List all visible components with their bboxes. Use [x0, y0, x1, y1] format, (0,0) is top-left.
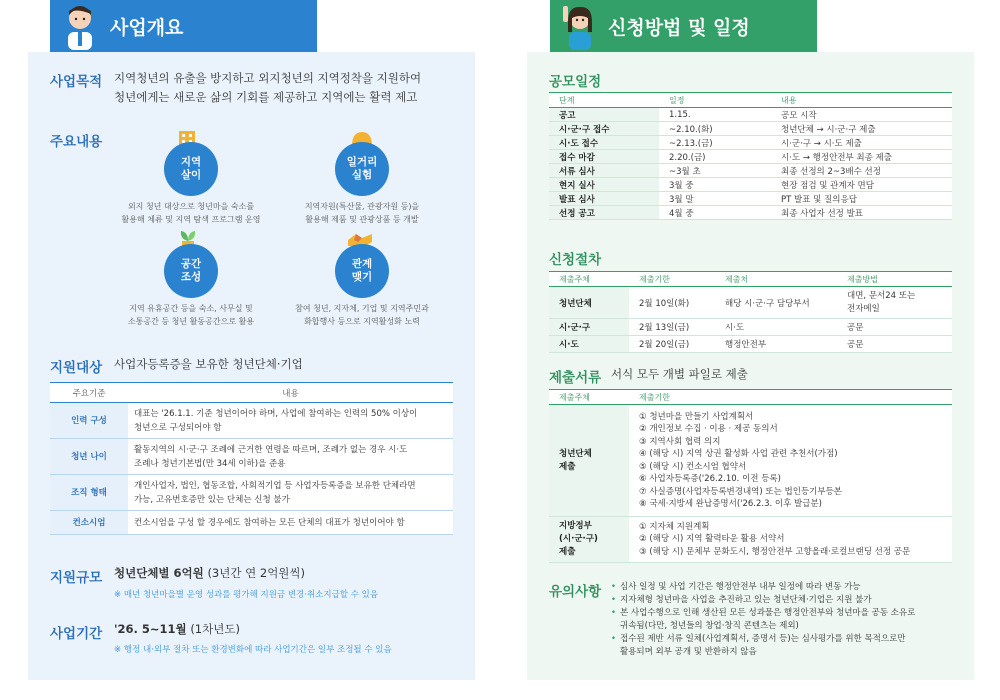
key-line: 지방정부: [559, 521, 592, 531]
table-cell: ~3월 초: [659, 164, 771, 178]
woman-avatar-icon: [560, 2, 600, 50]
list-item: ② 개인정보 수집 · 이용 · 제공 동의서: [639, 424, 778, 434]
right-header-tab: [550, 0, 817, 52]
key-line: (시·군·구): [559, 534, 598, 544]
table-key: 청년 나이: [50, 439, 128, 475]
notes-list: [611, 581, 961, 659]
cell-line: 가능, 고유번호증만 있는 단체는 신청 불가: [134, 494, 290, 505]
list-item: ⑥ 사업자등록증('26.2.10. 이전 등록): [639, 474, 781, 484]
period-title: 사업기간: [50, 626, 103, 642]
table-key: 선정 공고: [549, 206, 659, 220]
table-row: [549, 192, 952, 206]
list-item-continued: [611, 646, 961, 659]
item-circle-relation: [335, 244, 389, 298]
docs-table: [549, 389, 952, 563]
table-key: 현지 실사: [549, 178, 659, 192]
item-label: 관계: [351, 258, 373, 270]
table-key: 서류 심사: [549, 164, 659, 178]
list-item: ⑧ 국세·지방세 완납증명서('26.2.3. 이후 발급분): [639, 499, 823, 509]
table-cell: [629, 517, 952, 563]
item-desc-work: [267, 200, 457, 226]
table-header: 내용: [128, 383, 453, 403]
table-row: [50, 475, 453, 511]
item-label: 공간: [180, 258, 202, 270]
key-line: 제출: [559, 461, 576, 472]
table-row: [549, 150, 952, 164]
table-cell: 2월 10일(화): [629, 287, 715, 319]
main-title: 주요내용: [50, 134, 103, 150]
table-cell: 3월 중: [659, 178, 771, 192]
list-item: ① 지자체 지원계획: [639, 521, 710, 532]
table-row: [549, 319, 952, 336]
table-key: 컨소시엄: [50, 511, 128, 535]
table-header-row: [549, 390, 952, 405]
scale-title: 지원규모: [50, 570, 103, 586]
doc-list-group2: [639, 521, 942, 559]
table-header: 제출기한: [629, 272, 715, 287]
table-cell: ~2.13.(금): [659, 136, 771, 150]
table-cell: 현장 점검 및 관계자 면담: [771, 178, 952, 192]
item-circle-work: [335, 142, 389, 196]
table-cell: 공모 시작: [771, 108, 952, 122]
item-label: 맺기: [351, 271, 373, 283]
left-header-title: 사업개요: [110, 16, 184, 39]
continued-text: 활용되며 외부 공개 및 반환하지 않음: [620, 647, 757, 657]
table-key: 시·도 접수: [549, 136, 659, 150]
item-desc-line: 지역 유휴공간 등을 숙소, 사무실 및: [129, 304, 253, 313]
item-circle-space: [164, 244, 218, 298]
schedule-table: [549, 92, 952, 220]
period-desc: [114, 620, 240, 639]
list-item: ③ 지역사회 협력 의지: [639, 436, 721, 447]
cell-line: 대면, 문서24 또는: [847, 290, 916, 301]
item-label: 실험: [351, 169, 373, 181]
table-header: 단계: [549, 93, 659, 108]
list-item: ⑦ 사실증명(사업자등록변경내역) 또는 법인등기부등본: [639, 486, 843, 497]
table-cell: ~2.10.(화): [659, 122, 771, 136]
table-header: 제출방법: [837, 272, 952, 287]
table-cell: 시·도: [715, 319, 837, 336]
table-cell: 시·군·구 → 시·도 제출: [771, 136, 952, 150]
purpose-title: 사업목적: [50, 74, 103, 90]
table-cell: 4월 중: [659, 206, 771, 220]
item-label: 일거리: [346, 156, 378, 168]
table-row: [549, 287, 952, 319]
table-row: [549, 178, 952, 192]
target-title: 지원대상: [50, 360, 103, 376]
item-desc-living: [96, 200, 286, 226]
left-panel: [28, 52, 475, 680]
item-desc-space: [96, 302, 286, 328]
table-row: [549, 164, 952, 178]
table-key: 발표 심사: [549, 192, 659, 206]
table-key: 조직 형태: [50, 475, 128, 511]
list-item: ② (해당 시) 지역 활력타운 활용 서약서: [639, 534, 785, 545]
item-desc-line: 활용해 체류 및 지역 탐색 프로그램 운영: [121, 215, 261, 224]
key-line: 제출: [559, 547, 576, 557]
table-cell: 2월 20일(금): [629, 336, 715, 353]
table-header: 내용: [771, 93, 952, 108]
table-cell: 시·도 → 행정안전부 최종 제출: [771, 150, 952, 164]
scale-note: ※ 매년 청년마을별 운영 성과를 평가해 지원금 변경·취소지급할 수 있음: [114, 590, 379, 600]
scale-desc: [114, 564, 305, 583]
procedure-table: [549, 271, 952, 353]
table-row: [50, 403, 453, 439]
table-key: 청년단체: [549, 287, 629, 319]
table-row: [50, 439, 453, 475]
table-row: [549, 336, 952, 353]
table-header: 제출처: [715, 272, 837, 287]
item-desc-line: 참여 청년, 지자체, 기업 및 지역주민과: [295, 304, 429, 313]
list-item: • 본 사업수행으로 인해 생산된 모든 성과물은 행정안전부와 청년마을 공동 소유로: [611, 607, 961, 620]
schedule-title: 공모일정: [549, 74, 602, 90]
table-header: 일정: [659, 93, 771, 108]
table-header-row: [549, 272, 952, 287]
table-cell: 공문: [837, 319, 952, 336]
table-cell: 공문: [837, 336, 952, 353]
list-item: • 심사 일정 및 사업 기간은 행정안전부 내부 일정에 따라 변동 가능: [611, 581, 961, 594]
item-desc-line: 화합행사 등으로 지역활성화 노력: [304, 317, 420, 326]
table-key: 시·군·구: [549, 319, 629, 336]
list-item: • 접수된 제반 서류 일체(사업계획서, 증명서 등)는 심사평가를 위한 목적으로만: [611, 633, 961, 646]
item-desc-line: 소통공간 등 청년 활동공간으로 활용: [127, 317, 255, 326]
table-cell: [128, 439, 453, 475]
target-table: [50, 382, 453, 535]
table-row: [549, 122, 952, 136]
period-note: ※ 행정 내·외부 절차 또는 환경변화에 따라 사업기간은 일부 조정될 수 있음: [114, 645, 392, 655]
period-range: '26. 5~11월: [114, 622, 187, 636]
key-line: 청년단체: [559, 448, 592, 459]
notes-title: 유의사항: [549, 584, 602, 600]
table-key: [549, 517, 629, 563]
table-cell: [128, 403, 453, 439]
table-cell: 3월 말: [659, 192, 771, 206]
item-desc-relation: [267, 302, 457, 328]
table-header: 제출주체: [549, 272, 629, 287]
man-avatar-icon: [60, 2, 100, 50]
cell-line: 청년으로 구성되어야 함: [134, 422, 222, 433]
table-cell: 2.20.(금): [659, 150, 771, 164]
list-item-continued: [611, 620, 961, 633]
table-key: [549, 405, 629, 517]
table-cell: 최종 선정의 2~3배수 선정: [771, 164, 952, 178]
target-desc: 사업자등록증을 보유한 청년단체·기업: [114, 357, 303, 371]
right-header-title: 신청방법 및 일정: [608, 16, 750, 39]
scale-detail: (3년간 연 2억원씩): [207, 566, 306, 580]
purpose-line: 지역청년의 유출을 방지하고 외지청년의 지역정착을 지원하여: [114, 71, 422, 85]
table-cell: 1.15.: [659, 108, 771, 122]
list-item: • 지자체형 청년마을 사업을 추진하고 있는 청년단체·기업은 지원 불가: [611, 594, 961, 607]
docs-desc: 서식 모두 개별 파일로 제출: [611, 367, 748, 381]
item-desc-line: 활용해 제품 및 관광상품 등 개발: [305, 215, 419, 224]
continued-text: 귀속됨(다만, 청년들의 창업·창직 콘텐츠는 제외): [620, 621, 799, 631]
table-cell: 2월 13일(금): [629, 319, 715, 336]
item-desc-line: 지역자원(특산물, 관광자원 등)을: [304, 202, 420, 211]
item-desc-line: 외지 청년 대상으로 청년마을 숙소를: [127, 202, 255, 211]
docs-title: 제출서류: [549, 370, 602, 386]
table-header: 주요기준: [50, 383, 128, 403]
list-item: ⑤ (해당 시) 컨소시엄 협약서: [639, 461, 747, 472]
table-header: 제출주체: [549, 390, 629, 405]
item-circle-living: [164, 142, 218, 196]
cell-line: 컨소시엄을 구성 할 경우에도 참여하는 모든 단체의 대표가 청년이어야 함: [134, 517, 405, 528]
table-row: [50, 511, 453, 535]
period-detail: (1차년도): [190, 622, 240, 636]
table-cell: 행정안전부: [715, 336, 837, 353]
item-label: 살이: [180, 169, 202, 181]
table-header: 제출기한: [629, 390, 952, 405]
item-label: 조성: [180, 271, 202, 283]
table-cell: [629, 405, 952, 517]
table-key: 시·도: [549, 336, 629, 353]
cell-line: 조례나 청년기본법(만 34세 이하)을 준용: [134, 458, 286, 469]
table-cell: PT 발표 및 질의응답: [771, 192, 952, 206]
list-item: ④ (해당 시) 지역 상권 활성화 사업 관련 추천서(가점): [639, 449, 838, 459]
left-header-tab: [50, 0, 317, 52]
table-key: 시·군·구 접수: [549, 122, 659, 136]
cell-line: 전자메일: [847, 303, 880, 314]
doc-list-group1: [639, 411, 942, 511]
right-panel: [527, 52, 974, 680]
table-cell: 해당 시·군·구 담당부서: [715, 287, 837, 319]
table-row: [549, 136, 952, 150]
table-key: 인력 구성: [50, 403, 128, 439]
list-item: ③ (해당 시) 문체부 문화도시, 행정안전부 고향올래·로컬브랜딩 선정 공문: [639, 546, 911, 557]
table-row: [549, 517, 952, 563]
scale-amount: 청년단체별 6억원: [114, 566, 204, 580]
table-cell: [128, 475, 453, 511]
table-cell: 청년단체 → 시·군·구 제출: [771, 122, 952, 136]
list-item: ① 청년마을 만들기 사업계획서: [639, 411, 754, 422]
table-cell: [837, 287, 952, 319]
item-label: 지역: [180, 156, 202, 168]
table-cell: 최종 사업자 선정 발표: [771, 206, 952, 220]
cell-line: 활동지역의 시·군·구 조례에 근거한 연령을 따르며, 조례가 없는 경우 시·도: [134, 444, 408, 455]
table-header-row: [549, 93, 952, 108]
purpose-line: 청년에게는 새로운 삶의 기회를 제공하고 지역에는 활력 제고: [114, 90, 418, 104]
procedure-title: 신청절차: [549, 252, 602, 268]
cell-line: 개인사업자, 법인, 협동조합, 사회적기업 등 사업자등록증을 보유한 단체라면: [134, 480, 416, 491]
table-key: 공고: [549, 108, 659, 122]
purpose-desc: [114, 69, 421, 107]
table-cell: [128, 511, 453, 535]
table-row: [549, 206, 952, 220]
table-row: [549, 108, 952, 122]
table-key: 접수 마감: [549, 150, 659, 164]
cell-line: 대표는 '26.1.1. 기준 청년이어야 하며, 사업에 참여하는 인력의 50% 이상이: [134, 408, 418, 419]
table-header-row: [50, 383, 453, 403]
table-row: [549, 405, 952, 517]
